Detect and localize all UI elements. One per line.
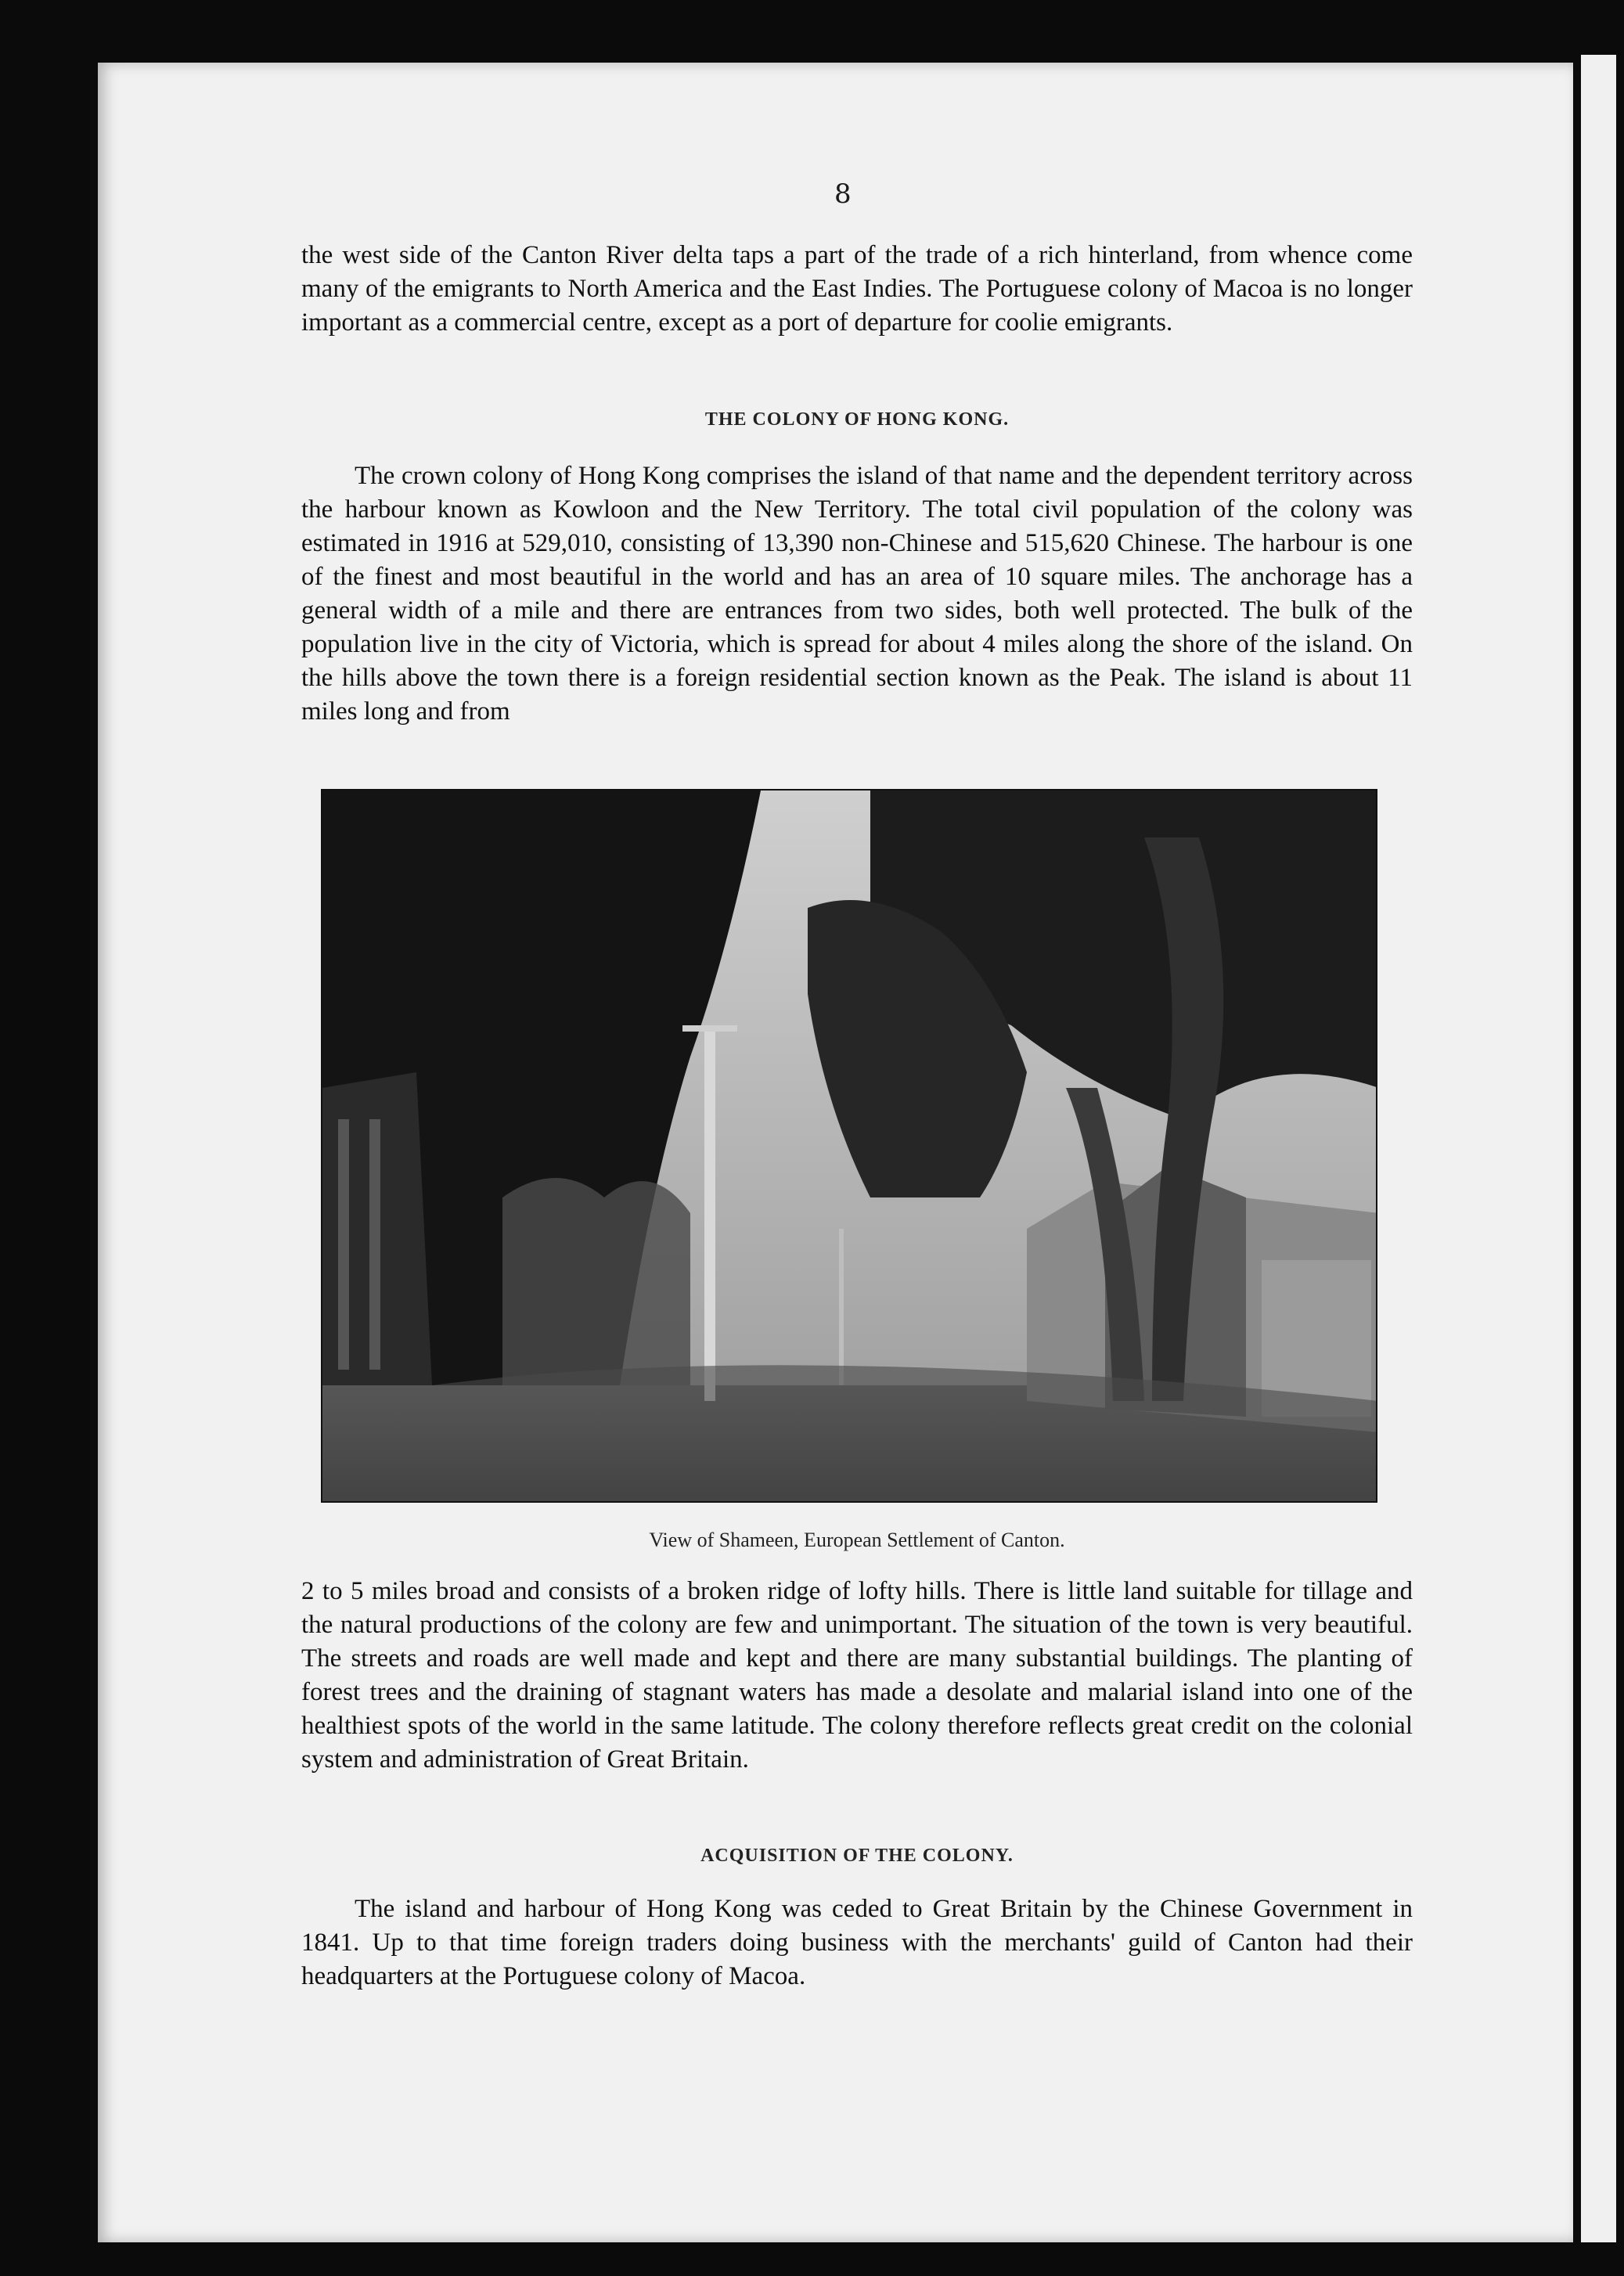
paragraph-intro: the west side of the Canton River delta taps a part of the trade of a rich hinterland, from whence come many of the emigrants to North America and the East Indies. The Portuguese colony of Macoa is no longer important as a commercial centre, except as a port of departure for coolie emigrants. xyxy=(301,241,1413,337)
paragraph-acquisition-text: The island and harbour of Hong Kong was ceded to Great Britain by the Chinese Government in 1841. Up to that time foreign traders doing business with the merchants' guild of Canton had their headquarters at the Portuguese colony of Macoa. xyxy=(301,1895,1413,1990)
photo-shameen-street xyxy=(321,789,1377,1503)
page-number: 8 xyxy=(834,178,852,210)
paragraph-colony-text: The crown colony of Hong Kong comprises the island of that name and the dependent territory across the harbour known as Kowloon and the New Territory. The total civil population of the colony was estimated in 1916 at 529,010, consisting of 13,390 non-Chinese and 515,620 Chinese. The harbour is one of the finest and most beautiful in the world and has an area of 10 square miles. The anchorage has a general width of a mile and there are entrances from two sides, both well protected. The bulk of the population live in the city of Victoria, which is spread for about 4 miles along the shore of the island. On the hills above the town there is a foreign residential section known as the Peak. The island is about 11 miles long and from xyxy=(301,462,1413,726)
paragraph-colony-continued: 2 to 5 miles broad and consists of a broken ridge of lofty hills. There is little land suitable for tillage and the natural productions of the colony are few and unimportant. The situation of the town is very beautiful. The streets and roads are well made and kept and there are many substantial buildings. The planting of forest trees and the draining of stagnant waters has made a desolate and malarial island into one of the healthiest spots of the world in the same latitude. The colony therefore reflects great credit on the colonial system and administration of Great Britain. xyxy=(301,1577,1413,1774)
heading-colony-of-hong-kong: THE COLONY OF HONG KONG. xyxy=(704,409,1010,430)
photo-caption: View of Shameen, European Settlement of Canton. xyxy=(649,1529,1065,1551)
paragraph-acquisition xyxy=(301,1892,1413,1993)
paragraph-colony xyxy=(301,459,1413,729)
facing-page-edge xyxy=(1581,55,1616,2242)
street-scene-illustration xyxy=(322,790,1377,1503)
heading-acquisition-of-colony: ACQUISITION OF THE COLONY. xyxy=(700,1846,1014,1866)
